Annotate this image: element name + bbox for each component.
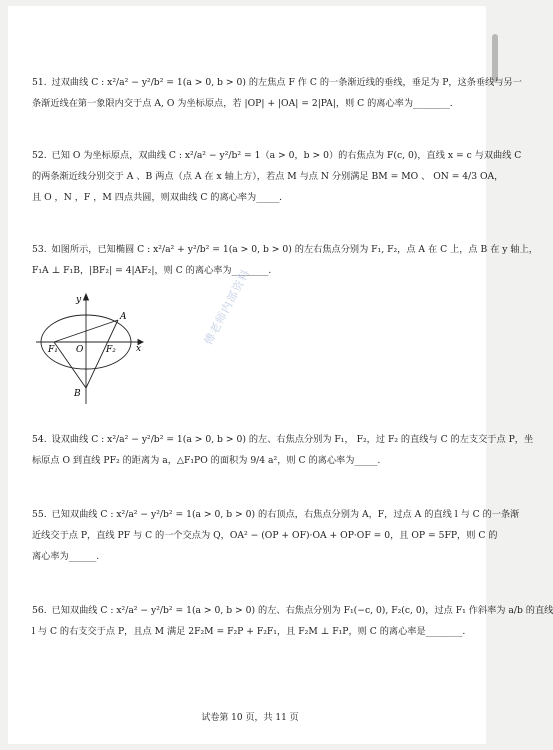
label-b: B	[74, 389, 81, 399]
problem-text: 如图所示，已知椭圆 C : x²/a² + y²/b² = 1(a > 0, b > 0) 的左右焦点分别为 F₁, F₂，点 A 在 C 上，点 B 在 y 轴上，	[51, 244, 538, 255]
problem-55	[32, 504, 520, 567]
scrollbar-thumb[interactable]	[492, 34, 498, 82]
label-y: y	[76, 295, 82, 305]
label-f2: F₂	[106, 345, 116, 355]
problem-text: 已知 O 为坐标原点，双曲线 C : x²/a² − y²/b² = 1（a > 0，b > 0）的右焦点为 F(c, 0)，直线 x = c 与双曲线 C	[51, 150, 522, 161]
problem-54	[32, 429, 534, 471]
problem-51-line-2: 条渐近线在第一象限内交于点 A, O 为坐标原点，若 |OP| + |OA| = 2|PA|，则 C 的离心率为________.	[32, 98, 453, 109]
problem-55-line-3: 离心率为______.	[32, 551, 100, 562]
problem-56-line-1	[32, 600, 553, 621]
problem-55-line-1	[32, 504, 520, 525]
problem-51-line-1	[32, 72, 522, 93]
problem-52-line-1	[32, 145, 522, 166]
problem-52-line-3: 且 O ，N ，F ，M 四点共圆，则双曲线 C 的离心率为_____.	[32, 192, 283, 203]
problem-number: 52.	[32, 150, 47, 161]
label-f1: F₁	[48, 345, 58, 355]
problem-56-line-2: l 与 C 的右支交于点 P，且点 M 满足 2F₂M = F₂P + F₂F₁，且 F₂M ⊥ F₁P，则 C 的离心率是________.	[32, 626, 466, 637]
page-footer: 试卷第 10 页，共 11 页	[201, 713, 299, 723]
problem-number: 55.	[32, 509, 47, 520]
label-x: x	[136, 344, 142, 354]
problem-number: 53.	[32, 244, 47, 255]
problem-text: 设双曲线 C : x²/a² − y²/b² = 1(a > 0, b > 0) 的左、右焦点分别为 F₁， F₂，过 F₂ 的直线与 C 的左支交于点 P，坐	[51, 434, 534, 445]
problem-52-line-2: 的两条渐近线分别交于 A 、B 两点（点 A 在 x 轴上方），若点 M 与点 N 分别满足 BM = MO 、 ON = 4/3 OA，	[32, 171, 504, 182]
problem-54-line-2: 标原点 O 到直线 PF₂ 的距离为 a，△F₁PO 的面积为 9/4 a²，则 C 的离心率为_____.	[32, 455, 381, 466]
problem-number: 56.	[32, 605, 47, 616]
y-axis-arrow	[84, 294, 89, 300]
label-a: A	[120, 312, 127, 322]
label-o: O	[76, 345, 84, 355]
problem-51	[32, 72, 522, 114]
problem-text: 已知双曲线 C : x²/a² − y²/b² = 1(a > 0, b > 0) 的右顶点，右焦点分别为 A，F，过点 A 的直线 l 与 C 的一条渐	[51, 509, 520, 520]
watermark: 傅老师内部资料	[201, 266, 253, 348]
problem-number: 51.	[32, 77, 47, 88]
problem-55-line-2: 近线交于点 P，直线 PF 与 C 的一个交点为 Q，OA² − (OP + OF)·OA + OP·OF = 0，且 OP = 5FP，则 C 的	[32, 530, 498, 541]
ellipse-figure	[34, 292, 154, 404]
problem-56	[32, 600, 553, 642]
problem-54-line-1	[32, 429, 534, 450]
problem-52	[32, 145, 522, 208]
problem-text: 已知双曲线 C : x²/a² − y²/b² = 1(a > 0, b > 0) 的左、右焦点分别为 F₁(−c, 0), F₂(c, 0)，过点 F₁ 作斜率为 a/b 的直线	[51, 605, 553, 616]
problem-53-line-2: F₁A ⊥ F₁B，|BF₂| = 4|AF₂|，则 C 的离心率为________.	[32, 265, 272, 276]
problem-number: 54.	[32, 434, 47, 445]
problem-text: 过双曲线 C : x²/a² − y²/b² = 1(a > 0, b > 0) 的左焦点 F 作 C 的一条渐近线的垂线，垂足为 P，这条垂线与另一	[51, 77, 522, 88]
